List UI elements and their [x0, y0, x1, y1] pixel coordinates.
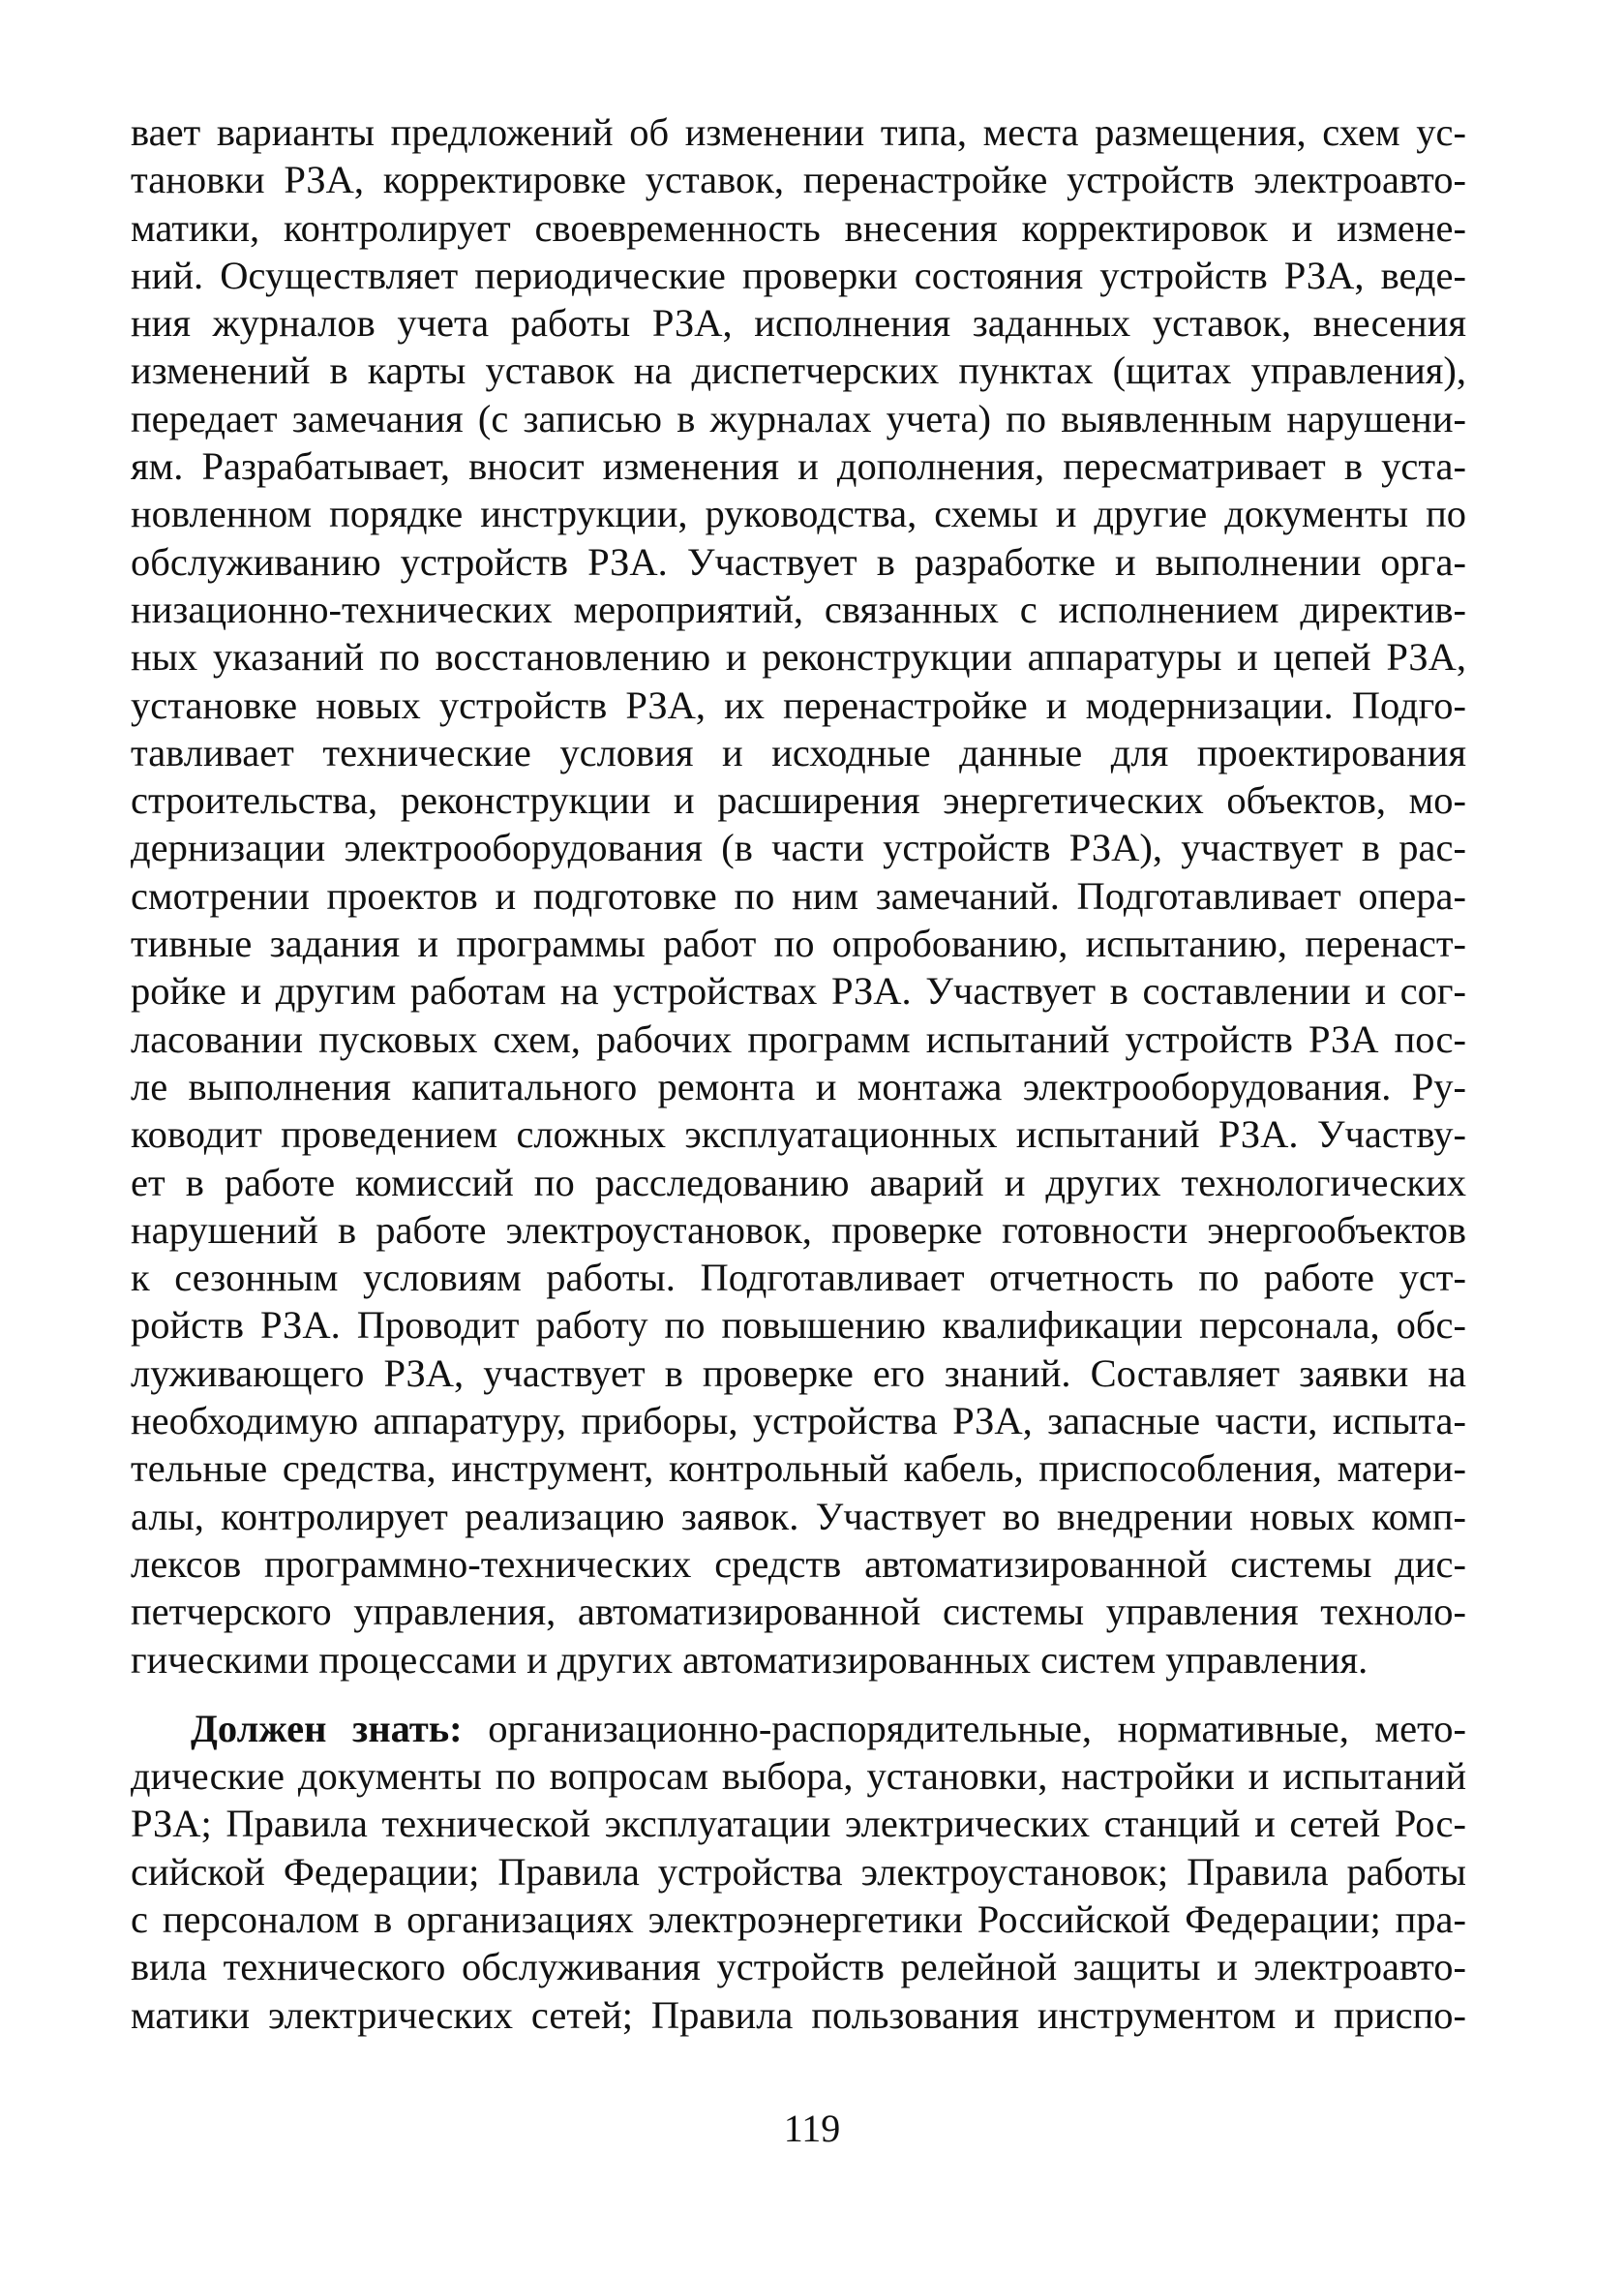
- paragraph-duties: [131, 108, 1466, 1684]
- text-line: установке новых устройств РЗА, их перенастройке и модернизации. Подго-: [131, 682, 1466, 727]
- text-line: с персоналом в организациях электроэнергетики Российской Федерации; пра-: [131, 1896, 1466, 1941]
- text-line: тановки РЗА, корректировке уставок, перенастройке устройств электроавто-: [131, 158, 1466, 202]
- text-line: ройств РЗА. Проводит работу по повышению квалификации персонала, обс-: [131, 1303, 1466, 1348]
- text-line: смотрении проектов и подготовке по ним замечаний. Подготавливает опера-: [131, 873, 1466, 918]
- text-line: луживающего РЗА, участвует в проверке его знаний. Составляет заявки на: [131, 1350, 1466, 1395]
- text-line: ле выполнения капитального ремонта и монтажа электрооборудования. Ру-: [131, 1064, 1466, 1108]
- text-line: нарушений в работе электроустановок, проверке готовности энергообъектов: [131, 1207, 1466, 1252]
- text-line: дические документы по вопросам выбора, установки, настройки и испытаний: [131, 1754, 1466, 1799]
- text-line: обслуживанию устройств РЗА. Участвует в разработке и выполнении орга-: [131, 539, 1466, 584]
- text-line: РЗА; Правила технической эксплуатации электрических станций и сетей Рос-: [131, 1802, 1466, 1846]
- paragraph-knowledge: [131, 1705, 1466, 2039]
- text-line: тельные средства, инструмент, контрольный кабель, приспособления, матери-: [131, 1446, 1466, 1491]
- text-line: ет в работе комиссий по расследованию аварий и других технологических: [131, 1160, 1466, 1204]
- text-line: тивные задания и программы работ по опробованию, испытанию, перенаст-: [131, 922, 1466, 966]
- text-line: петчерского управления, автоматизированной системы управления техноло-: [131, 1590, 1466, 1634]
- text-line: новленном порядке инструкции, руководства, схемы и другие документы по: [131, 492, 1466, 536]
- text-line: изменений в карты уставок на диспетчерских пунктах (щитах управления),: [131, 349, 1466, 393]
- text-line: ройке и другим работам на устройствах РЗА. Участвует в составлении и сог-: [131, 969, 1466, 1014]
- text-line: ния журналов учета работы РЗА, исполнения заданных уставок, внесения: [131, 301, 1466, 346]
- text-line: [131, 1705, 1466, 1752]
- text-line: гическими процессами и других автоматизированных систем управления.: [131, 1637, 1368, 1682]
- text-line: строительства, реконструкции и расширения энергетических объектов, мо-: [131, 778, 1466, 823]
- text-line: матики электрических сетей; Правила пользования инструментом и приспо-: [131, 1992, 1466, 2037]
- lead-text: организационно-распорядительные, нормативные, мето-: [462, 1706, 1466, 1750]
- text-line: ласовании пусковых схем, рабочих программ испытаний устройств РЗА пос-: [131, 1016, 1466, 1061]
- body-text: [131, 108, 1466, 2039]
- text-line: ных указаний по восстановлению и реконструкции аппаратуры и цепей РЗА,: [131, 635, 1466, 680]
- paragraph-gap: [131, 1684, 1466, 1705]
- text-line: к сезонным условиям работы. Подготавливает отчетность по работе уст-: [131, 1256, 1466, 1300]
- text-line: ний. Осуществляет периодические проверки состояния устройств РЗА, веде-: [131, 253, 1466, 297]
- text-line: необходимую аппаратуру, приборы, устройства РЗА, запасные части, испыта-: [131, 1399, 1466, 1443]
- text-line: ководит проведением сложных эксплуатационных испытаний РЗА. Участву-: [131, 1112, 1466, 1157]
- page-number: 119: [783, 2107, 841, 2150]
- text-line: передает замечания (с записью в журналах учета) по выявленным нарушени-: [131, 396, 1466, 440]
- text-line: вила технического обслуживания устройств релейной защиты и электроавто-: [131, 1945, 1466, 1989]
- text-line: сийской Федерации; Правила устройства электроустановок; Правила работы: [131, 1849, 1466, 1894]
- text-line: вает варианты предложений об изменении типа, места размещения, схем ус-: [131, 110, 1466, 154]
- lead-heading: Должен знать:: [191, 1706, 463, 1750]
- text-line: алы, контролирует реализацию заявок. Участвует во внедрении новых комп-: [131, 1494, 1466, 1538]
- text-line: тавливает технические условия и исходные данные для проектирования: [131, 730, 1466, 774]
- text-line: дернизации электрооборудования (в части устройств РЗА), участвует в рас-: [131, 826, 1466, 870]
- text-line: лексов программно-технических средств автоматизированной системы дис-: [131, 1541, 1466, 1586]
- text-line: матики, контролирует своевременность внесения корректировок и измене-: [131, 205, 1466, 250]
- text-line: ям. Разрабатывает, вносит изменения и дополнения, пересматривает в уста-: [131, 444, 1466, 489]
- text-line: низационно-технических мероприятий, связанных с исполнением директив-: [131, 587, 1466, 631]
